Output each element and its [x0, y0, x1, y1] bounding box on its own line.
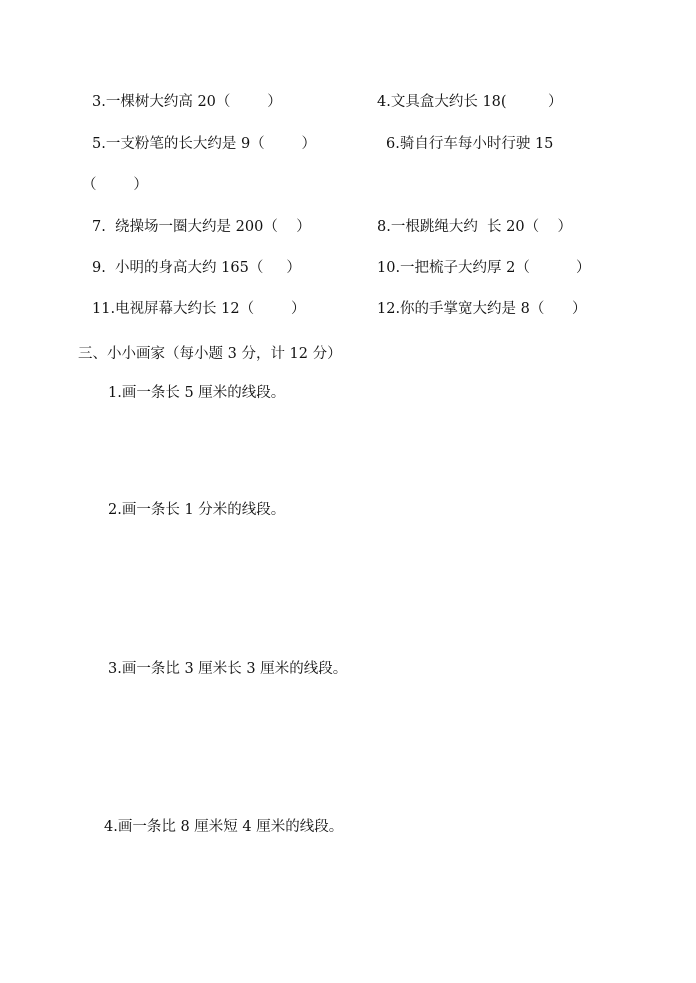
question-5: 5.一支粉笔的长大约是 9（ ）	[92, 136, 317, 152]
question-6-blank: （ ）	[82, 177, 148, 193]
question-6: 6.骑自行车每小时行驶 15	[386, 136, 554, 152]
drawing-task-2: 2.画一条长 1 分米的线段。	[108, 502, 286, 518]
question-12: 12.你的手掌宽大约是 8（ ）	[377, 301, 587, 317]
question-9: 9. 小明的身高大约 165（ ）	[92, 260, 301, 276]
question-11: 11.电视屏幕大约长 12（ ）	[92, 301, 306, 317]
question-8: 8.一根跳绳大约 长 20（ ）	[377, 219, 573, 235]
section-3-heading: 三、小小画家（每小题 3 分，计 12 分）	[78, 346, 342, 362]
question-3: 3.一棵树大约高 20（ ）	[92, 94, 282, 110]
question-7: 7. 绕操场一圈大约是 200（ ）	[92, 219, 311, 235]
question-10: 10.一把梳子大约厚 2（ ）	[377, 260, 591, 276]
drawing-task-3: 3.画一条比 3 厘米长 3 厘米的线段。	[108, 661, 348, 677]
question-4: 4.文具盒大约长 18( ）	[377, 94, 563, 110]
drawing-task-1: 1.画一条长 5 厘米的线段。	[108, 385, 286, 401]
drawing-task-4: 4.画一条比 8 厘米短 4 厘米的线段。	[104, 819, 344, 835]
